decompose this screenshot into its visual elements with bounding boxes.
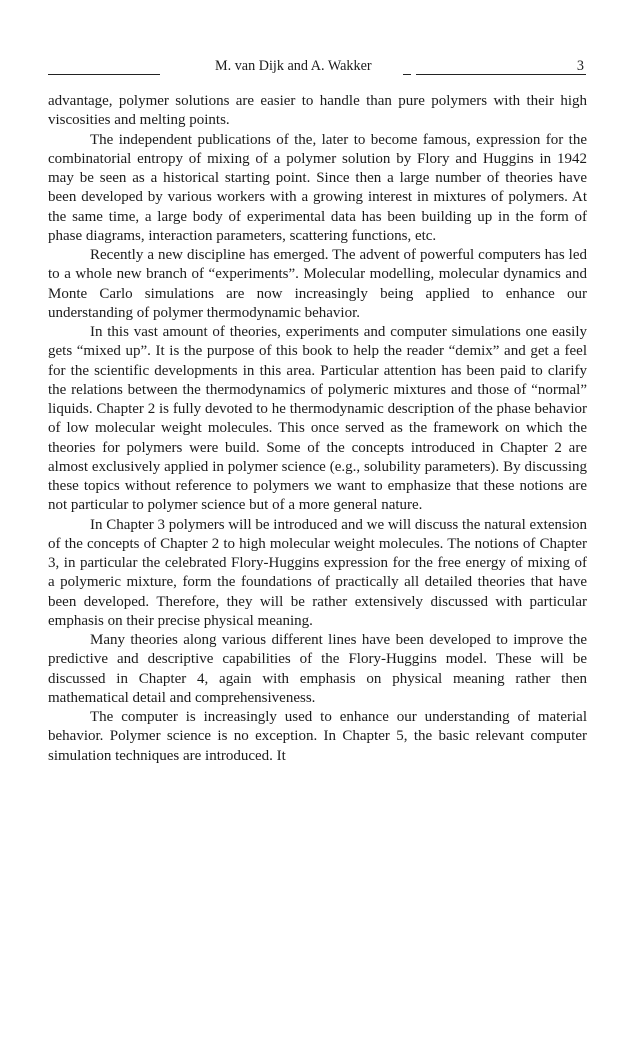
paragraph-chapter-3: In Chapter 3 polymers will be introduced and we will discuss the natural extension of the concepts of Chapter 2 to high molecular weight molecules. The notions of Chapter 3, in particular the celebrated Flory-Huggins expression for the free energy of mixing of a polymeric mixture, form the foundations of practically all detailed theories that have been developed. Therefore, they will be rather extensively discussed with particular emphasis on their precise physical meaning. xyxy=(48,516,587,629)
paragraph-history: The independent publications of the, later to become famous, expression for the combinatorial entropy of mixing of a polymer solution by Flory and Huggins in 1942 may be seen as a historical starting point. Since then a large number of theories have been developed by various workers with a growing interest in mixtures of polymers. At the same time, a large body of experimental data has been building up in the form of phase diagrams, interaction parameters, scattering functions, etc. xyxy=(48,131,587,244)
header-authors: M. van Dijk and A. Wakker xyxy=(215,58,372,74)
running-header xyxy=(48,57,586,76)
header-rule-middle xyxy=(403,74,411,75)
body-text xyxy=(48,92,587,766)
paragraph-book-purpose: In this vast amount of theories, experiments and computer simulations one easily gets “mixed up”. It is the purpose of this book to help the reader “demix” and get a feel for the scientific developments in this area. Particular attention has been paid to clarify the relations between the thermodynamics of polymeric mixtures and those of “normal” liquids. Chapter 2 is fully devoted to he thermodynamic description of the phase behavior of low molecular weight molecules. This once served as the framework on which the theories for polymers were build. Some of the concepts introduced in Chapter 2 are almost exclusively applied in polymer science (e.g., solubility parameters). By discussing these topics without reference to polymers we want to emphasize that these notions are not particular to polymer science but of a more general nature. xyxy=(48,324,587,514)
paragraph-chapter-4: Many theories along various different lines have been developed to improve the predictive and descriptive capabilities of the Flory-Huggins model. These will be discussed in Chapter 4, again with emphasis on physical meaning rather then mathematical detail and comprehensiveness. xyxy=(48,632,587,706)
paragraph-simulations: Recently a new discipline has emerged. The advent of powerful computers has led to a whole new branch of “experiments”. Molecular modelling, molecular dynamics and Monte Carlo simulations are now increasingly being applied to enhance our understanding of polymer thermodynamic behavior. xyxy=(48,247,587,321)
header-rule-left xyxy=(48,74,160,75)
paragraph-continuation: advantage, polymer solutions are easier to handle than pure polymers with their high viscosities and melting points. xyxy=(48,93,587,129)
header-rule-right xyxy=(416,74,586,75)
page-number: 3 xyxy=(576,58,584,74)
paragraph-chapter-5: The computer is increasingly used to enhance our understanding of material behavior. Polymer science is no exception. In Chapter 5, the basic relevant computer simulation techniques are introduced. It xyxy=(48,709,587,764)
